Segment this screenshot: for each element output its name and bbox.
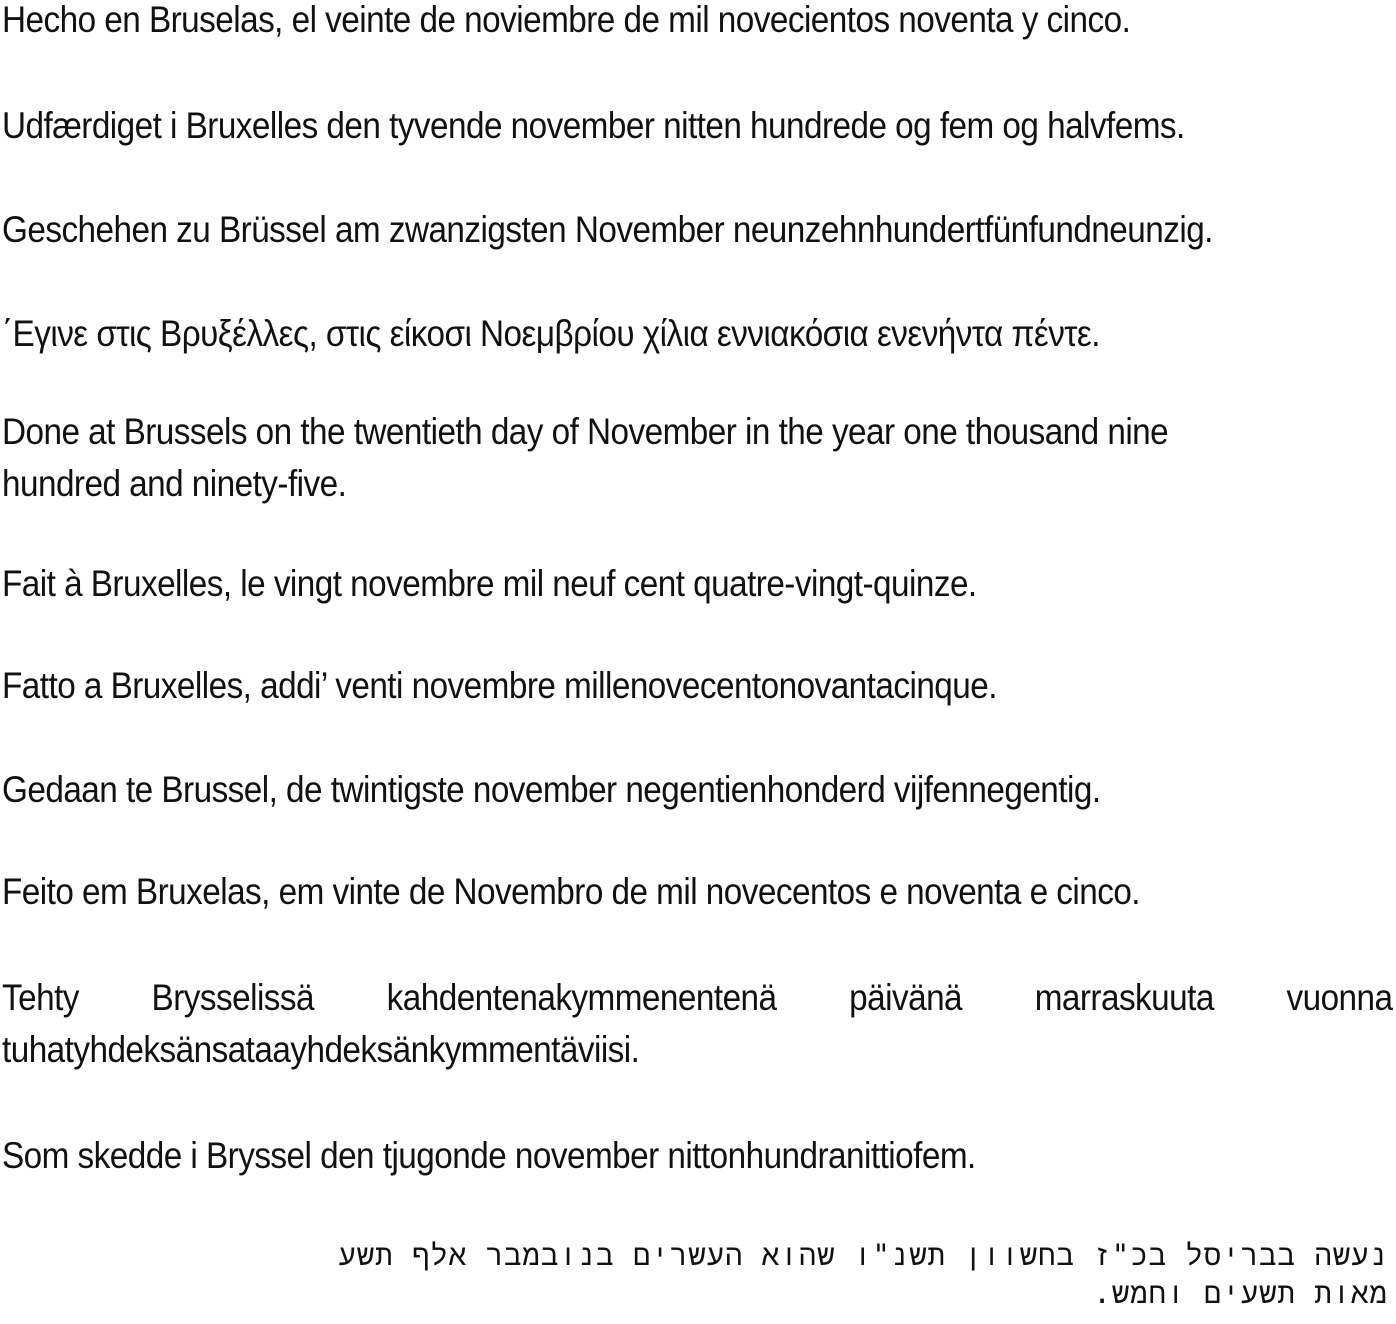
paragraph-finnish-line-2: tuhatyhdeksänsataayhdeksänkymmentäviisi.	[2, 1029, 640, 1070]
paragraph-greek: ΄Εγινε στις Βρυξέλλες, στις είκοσι Νοεμβρίου χίλια εννιακόσια ενενήντα πέντε.	[2, 313, 1100, 354]
paragraph-spanish: Hecho en Bruselas, el veinte de noviembre de mil novecientos noventa y cinco.	[2, 0, 1131, 40]
paragraph-dutch: Gedaan te Brussel, de twintigste november negentienhonderd vijfennegentig.	[2, 769, 1101, 810]
paragraph-hebrew	[338, 1236, 1388, 1312]
paragraph-german: Geschehen zu Brüssel am zwanzigsten November neunzehnhundertfünfundneunzig.	[2, 209, 1213, 250]
paragraph-finnish	[2, 972, 1393, 1076]
paragraph-danish: Udfærdiget i Bruxelles den tyvende november nitten hundrede og fem og halvfems.	[2, 105, 1185, 146]
paragraph-hebrew-line-2: מאות תשעים וחמש.	[1093, 1276, 1388, 1310]
paragraph-english	[2, 406, 1255, 510]
paragraph-english-line-2: hundred and ninety-five.	[2, 463, 347, 504]
paragraph-finnish-line-1: Tehty Brysselissä kahdentenakymmenentenä päivänä marraskuuta vuonna	[2, 977, 1393, 1018]
paragraph-portuguese: Feito em Bruxelas, em vinte de Novembro de mil novecentos e noventa e cinco.	[2, 871, 1141, 912]
paragraph-english-line-1: Done at Brussels on the twentieth day of November in the year one thousand nine	[2, 411, 1169, 452]
paragraph-swedish: Som skedde i Bryssel den tjugonde november nittonhundranittiofem.	[2, 1135, 976, 1176]
paragraph-italian: Fatto a Bruxelles, addi’ venti novembre millenovecentonovantacinque.	[2, 665, 997, 706]
paragraph-hebrew-line-1: נעשה בבריסל בכ"ז בחשוון תשנ"ו שהוא העשרים בנובמבר אלף תשע	[338, 1238, 1388, 1272]
paragraph-french: Fait à Bruxelles, le vingt novembre mil neuf cent quatre-vingt-quinze.	[2, 563, 977, 604]
